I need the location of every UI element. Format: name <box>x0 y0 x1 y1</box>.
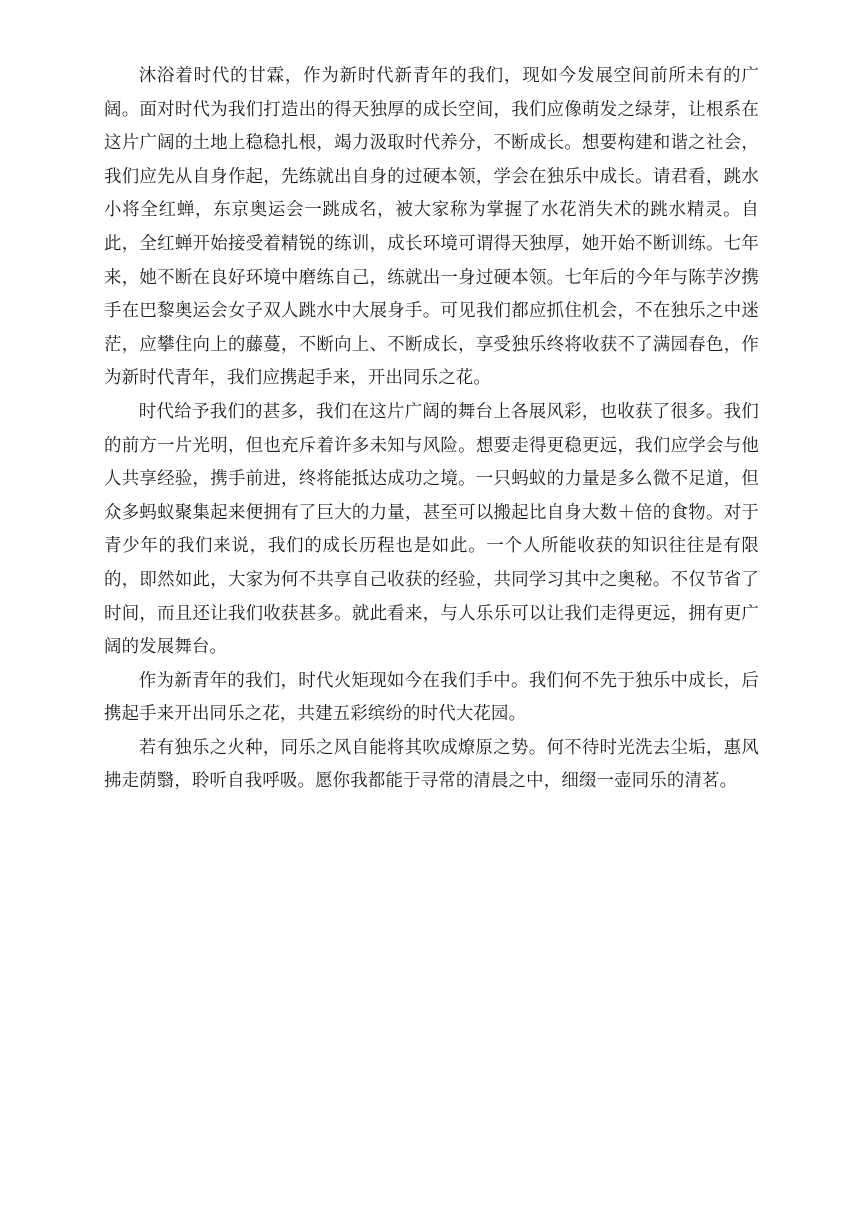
paragraph-4: 若有独乐之火种，同乐之风自能将其吹成燎原之势。何不待时光洗去尘垢，惠风拂走荫翳，聆听自我呼吸。愿你我都能于寻常的清晨之中，细缀一壶同乐的清茗。 <box>104 737 759 792</box>
essay-body <box>104 60 759 799</box>
paragraph-2: 时代给予我们的甚多，我们在这片广阔的舞台上各展风彩，也收获了很多。我们的前方一片光明，但也充斥着许多未知与风险。想要走得更稳更远，我们应学会与他人共享经验，携手前进，终将能抵达成功之境。一只蚂蚁的力量是多么微不足道，但众多蚂蚁聚集起来便拥有了巨大的力量，甚至可以搬起比自身大数＋倍的食物。对于青少年的我们来说，我们的成长历程也是如此。一个人所能收获的知识往往是有限的，即然如此，大家为何不共享自己收获的经验，共同学习其中之奥秘。不仅节省了时间，而且还让我们收获甚多。就此看来，与人乐乐可以让我们走得更远，拥有更广阔的发展舞台。 <box>104 401 759 658</box>
paragraph-1: 沐浴着时代的甘霖，作为新时代新青年的我们，现如今发展空间前所未有的广阔。面对时代为我们打造出的得天独厚的成长空间，我们应像萌发之绿芽，让根系在这片广阔的土地上稳稳扎根，竭力汲取时代养分，不断成长。想要构建和谐之社会，我们应先从自身作起，先练就出自身的过硬本领，学会在独乐中成长。请君看，跳水小将全红蝉，东京奥运会一跳成名，被大家称为掌握了水花消失术的跳水精灵。自此，全红蝉开始接受着精锐的练训，成长环境可谓得天独厚，她开始不断训练。七年来，她不断在良好环境中磨练自己，练就出一身过硬本领。七年后的今年与陈芋汐携手在巴黎奥运会女子双人跳水中大展身手。可见我们都应抓住机会，不在独乐之中迷茫，应攀住向上的藤蔓，不断向上、不断成长，享受独乐终将收获不了满园春色，作为新时代青年，我们应携起手来，开出同乐之花。 <box>104 66 759 389</box>
paragraph-3: 作为新青年的我们，时代火矩现如今在我们手中。我们何不先于独乐中成长，后携起手来开出同乐之花，共建五彩缤纷的时代大花园。 <box>104 670 759 725</box>
